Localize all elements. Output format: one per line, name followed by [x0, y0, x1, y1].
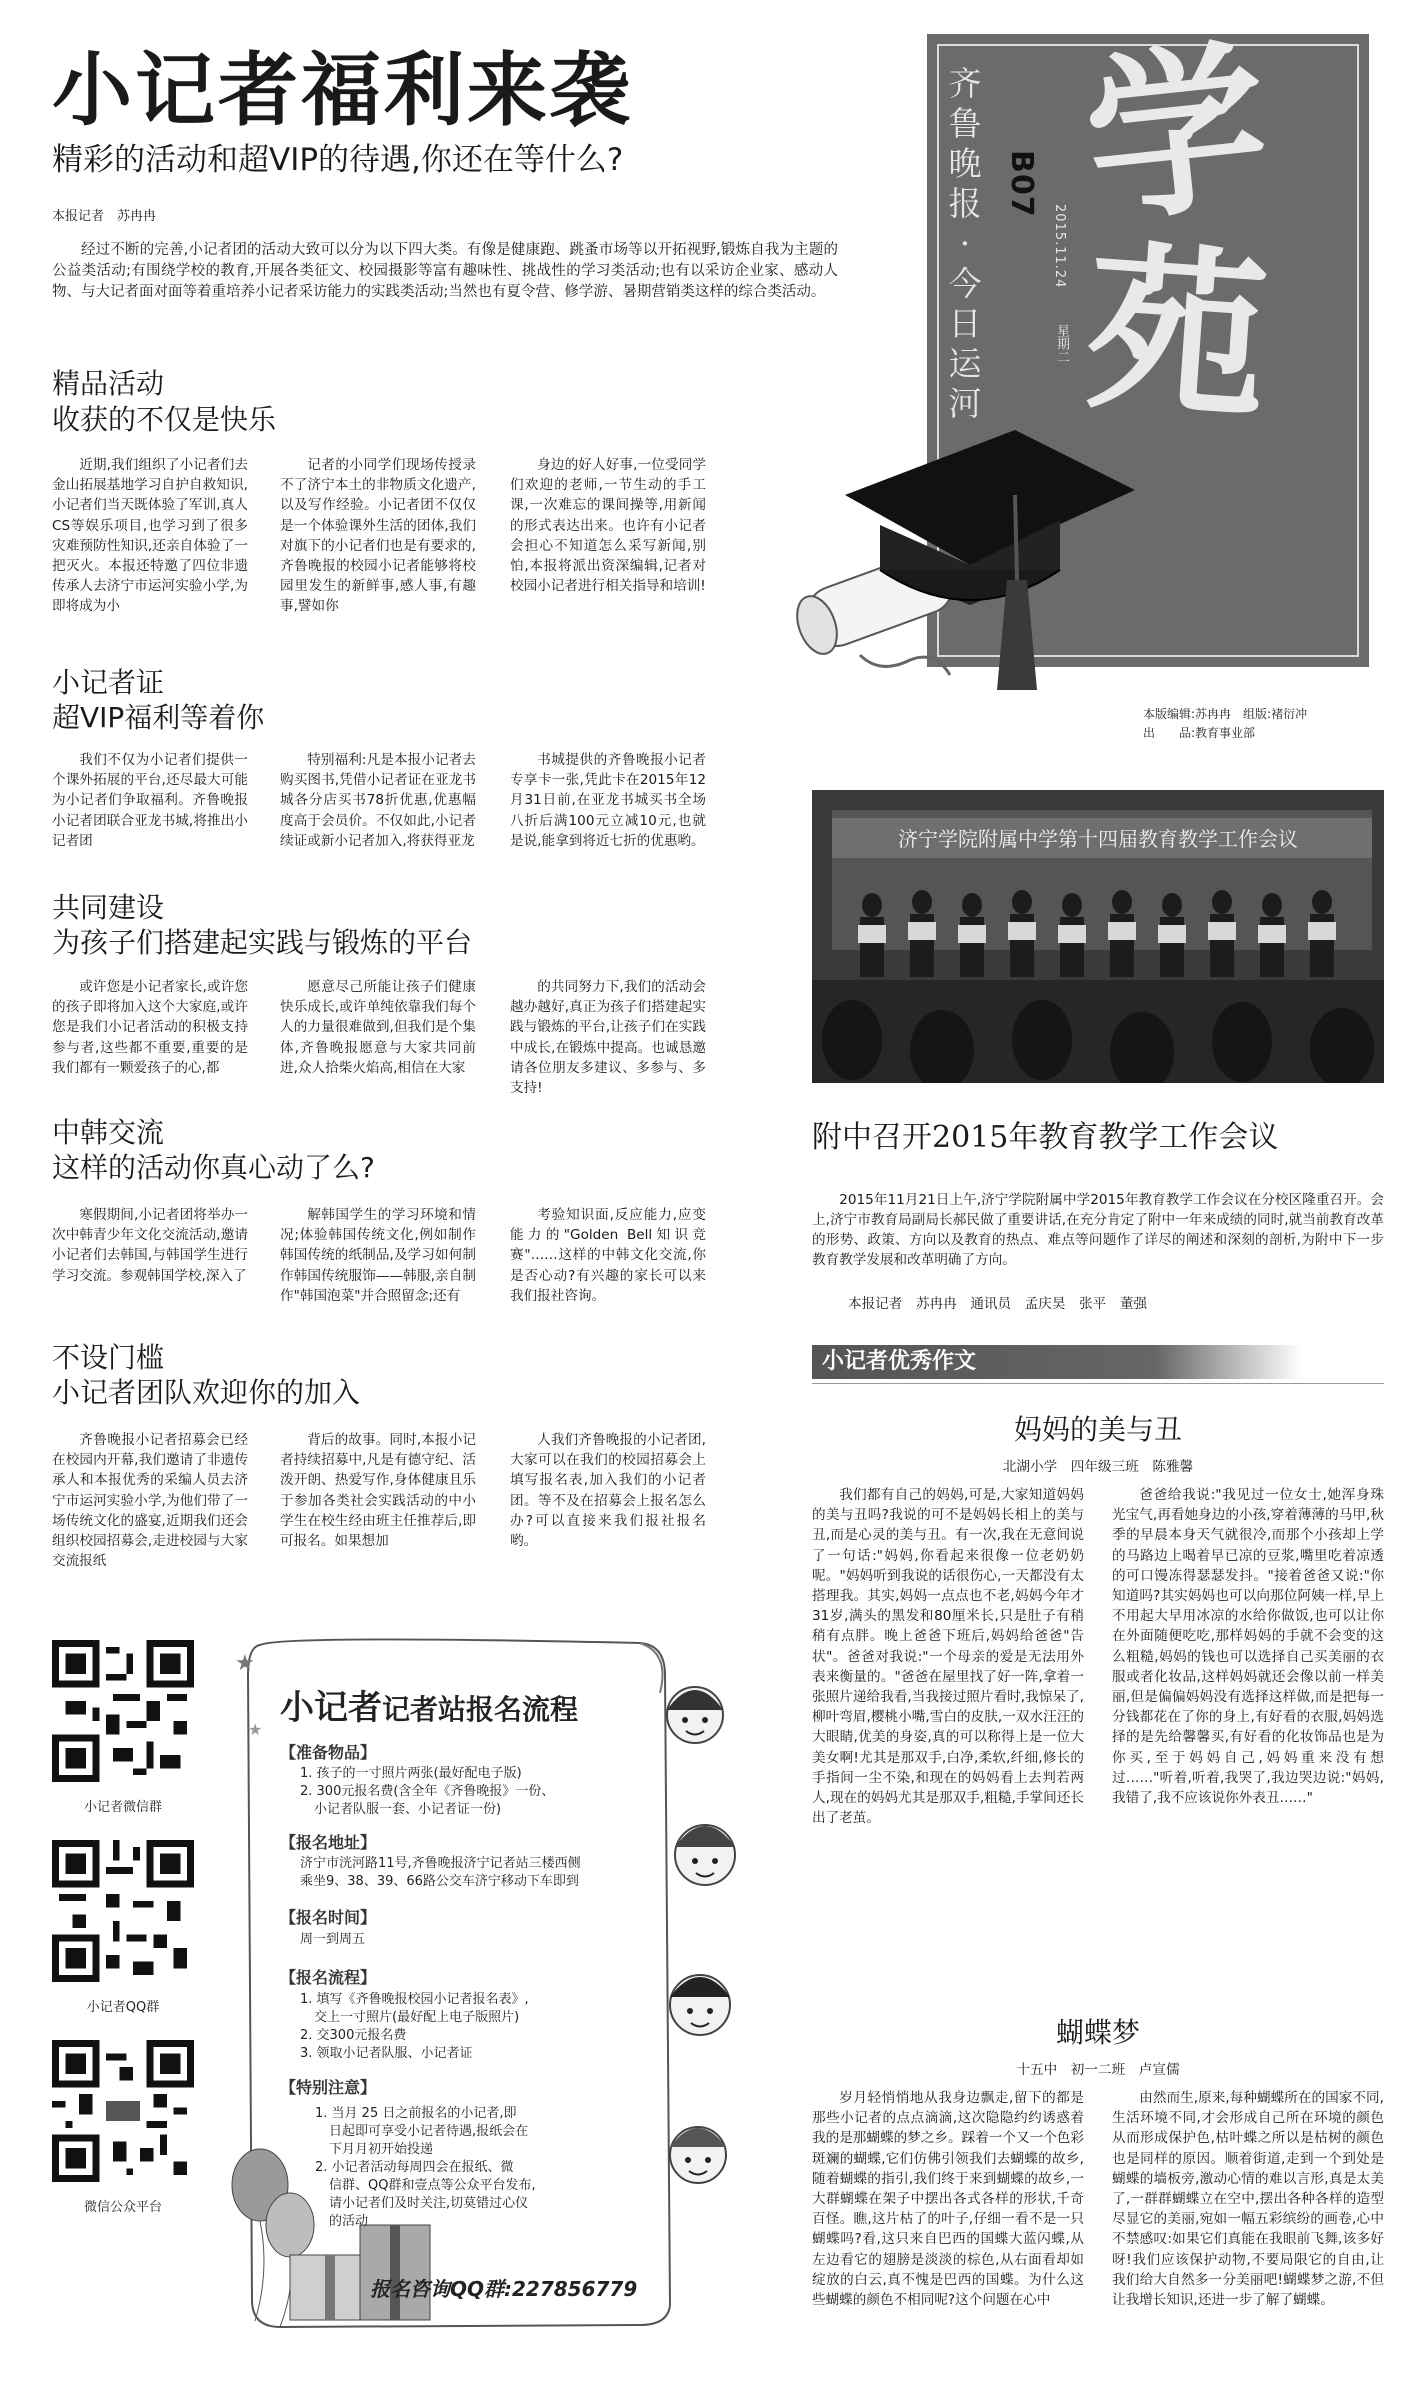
masthead-date: 2015.11.24	[1052, 204, 1067, 289]
section-3-title-line1: 共同建设	[52, 891, 165, 924]
section-1-column-2: 记者的小同学们现场传授录不了济宁本土的非物质文化遗产,以及写作经验。小记者团不仅仅是一个体验课外生活的团体,我们对旗下的小记者们也是有要求的,齐鲁晚报的校园小记者能够将校园里发生的新鲜事,感人事,有趣事,譬如你	[280, 457, 476, 615]
poster-address	[300, 1855, 581, 1891]
qr-label-wechat-official: 微信公众平台	[83, 2200, 162, 2215]
poster-contact: 报名咨询QQ群:227856779	[370, 2277, 638, 2301]
section-3-title-line2: 为孩子们搭建起实践与锻炼的平台	[52, 926, 473, 959]
page-title: 小记者福利来袭	[52, 43, 633, 137]
poster-materials	[300, 1765, 554, 1819]
section-1-column-1: 近期,我们组织了小记者们去金山拓展基地学习自护自救知识,小记者们当天既体验了军训,真人CS等娱乐项目,也学习到了很多灾难预防性知识,还亲自体验了一把灭火。本报还特邀了四位非遗传承人去济宁市运河实验小学,为即将成为小	[52, 457, 248, 615]
page-subtitle: 精彩的活动和超VIP的待遇,你还在等什么?	[52, 142, 624, 178]
conference-photo-illustration	[812, 790, 1384, 1083]
qr-code-wechat-official[interactable]	[52, 2040, 194, 2182]
masthead-paper-name: 齐鲁晚报·今日运河	[948, 64, 982, 423]
section-1-title-line2: 收获的不仅是快乐	[52, 403, 277, 436]
poster-notes-line: 信群、QQ群和壹点等公众平台发布,	[329, 2178, 536, 2193]
section-4-column-1: 寒假期间,小记者团将举办一次中韩青少年文化交流活动,邀请小记者们去韩国,与韩国学生进行学习交流。参观韩国学校,深入了	[52, 1207, 248, 1284]
section-3-column-2: 愿意尽己所能让孩子们健康快乐成长,或许单纯依靠我们每个人的力量很难做到,但我们是个集体,齐鲁晚报愿意与大家共同前进,众人拾柴火焰高,相信在大家	[280, 979, 476, 1076]
news-title: 附中召开2015年教育教学工作会议	[812, 1120, 1279, 1155]
poster-heading-address: 【报名地址】	[280, 1833, 377, 1852]
poster-heading-process: 【报名流程】	[280, 1968, 377, 1987]
poster-notes-line: 请小记者们及时关注,切莫错过心仪	[329, 2196, 529, 2211]
masthead-page-number: B07	[1004, 150, 1039, 218]
news-text: 2015年11月21日上午,济宁学院附属中学2015年教育教学工作会议在分校区隆重召开。会上,济宁市教育局副局长郝民做了重要讲话,在充分肯定了附中一年来成绩的同时,就当前教育改革的形势、政策、方向以及教育的热点、难点等问题作了详尽的阐述和深刻的剖析,为附中下一步教育教学发展和改革明确了方向。	[812, 1192, 1384, 1268]
essays-banner-label: 小记者优秀作文	[822, 1349, 977, 1374]
poster-notes-line: 日起即可享受小记者待遇,报纸会在	[329, 2124, 529, 2139]
masthead-character-yuan: 苑	[1079, 221, 1275, 446]
poster-notes-line: 2. 小记者活动每周四会在报纸、微	[315, 2160, 514, 2175]
poster-notes-line: 1. 当月 25 日之前报名的小记者,即	[315, 2106, 517, 2121]
qr-code-wechat-group[interactable]	[52, 1640, 194, 1782]
masthead-credits	[1143, 705, 1307, 743]
section-5-title-line1: 不设门槛	[52, 1341, 165, 1374]
section-4-title-line2: 这样的活动你真心动了么?	[52, 1151, 375, 1184]
section-2-column-3: 书城提供的齐鲁晚报小记者专享卡一张,凭此卡在2015年12月31日前,在亚龙书城买书全场八折后满100元立减10元,也就是说,能拿到将近七折的优惠哟。	[510, 752, 706, 849]
poster-materials-line: 1. 孩子的一寸照片两张(最好配电子版)	[300, 1766, 522, 1781]
qr-code-icon	[52, 1840, 194, 1982]
svg-text:★: ★	[248, 1720, 263, 1739]
news-byline: 本报记者 苏冉冉 通讯员 孟庆昊 张平 董强	[848, 1296, 1148, 1312]
essay-1-title: 妈妈的美与丑	[1013, 1413, 1182, 1446]
section-4-column-2: 解韩国学生的学习环境和情况;体验韩国传统文化,例如制作韩国传统的纸制品,及学习如何制作韩国传统服饰——韩服,亲自制作"韩国泡菜"并合照留念;还有	[280, 1207, 476, 1304]
qr-label-qq-group: 小记者QQ群	[86, 2000, 160, 2015]
qr-code-icon	[52, 2040, 194, 2182]
signup-poster	[220, 1625, 750, 2338]
poster-time: 周一到周五	[300, 1932, 366, 1947]
poster-notes-line: 的活动	[329, 2214, 369, 2229]
essay-2-author: 十五中 初一二班 卢宣儒	[1016, 2062, 1180, 2078]
headline-intro: 经过不断的完善,小记者团的活动大致可以分为以下四大类。有像是健康跑、跳蚤市场等以开拓视野,锻炼自我为主题的公益类活动;有围绕学校的教育,开展各类征文、校园摄影等富有趣味性、挑战性的学习类活动;也有以采访企业家、感动人物、与大记者面对面等着重培养小记者采访能力的实践类活动;当然也有夏令营、修学游、暑期营销类这样的综合类活动。	[52, 242, 838, 300]
section-1-column-3: 身边的好人好事,一位受同学们欢迎的老师,一节生动的手工课,一次难忘的课间操等,用新闻的形式表达出来。也许有小记者会担心不知道怎么采写新闻,别怕,本报将派出资深编辑,记者对校园小记者进行相关指导和培训!	[510, 457, 706, 595]
poster-notes	[315, 2105, 536, 2231]
poster-process-line: 2. 交300元报名费	[300, 2028, 407, 2043]
poster-process	[300, 1991, 529, 2063]
poster-notes-line: 下月月初开始投递	[329, 2142, 434, 2157]
poster-title	[280, 1680, 578, 1729]
section-2-title-line1: 小记者证	[52, 666, 165, 699]
section-5-column-3: 人我们齐鲁晚报的小记者团,大家可以在我们的校园招募会上填写报名表,加入我们的小记者团。等不及在招募会上报名怎么办?可以直接来我们报社报名哟。	[510, 1432, 706, 1550]
section-5-column-1: 齐鲁晚报小记者招募会已经在校园内开幕,我们邀请了非遗传承人和本报优秀的采编人员去济宁市运河实验小学,为他们带了一场传统文化的盛宴,近期我们还会组织校园招募会,走进校园与大家交流报纸	[52, 1432, 248, 1570]
poster-process-line: 3. 领取小记者队服、小记者证	[300, 2046, 473, 2061]
poster-title-main: 小记者	[280, 1688, 382, 1728]
poster-address-line: 济宁市洸河路11号,齐鲁晚报济宁记者站三楼西侧	[300, 1856, 581, 1871]
section-4-title-line1: 中韩交流	[52, 1116, 165, 1149]
section-4-column-3: 考验知识面,反应能力,应变能力的"Golden Bell知识竞赛"……这样的中韩文化交流,你是否心动?有兴趣的家长可以来我们报社咨询。	[510, 1207, 706, 1304]
essay-2-title: 蝴蝶梦	[1055, 2016, 1140, 2049]
headline-byline: 本报记者 苏冉冉	[52, 209, 157, 224]
poster-heading-notes: 【特别注意】	[280, 2078, 377, 2097]
poster-heading-time: 【报名时间】	[280, 1908, 377, 1927]
essay-1-right-column: 爸爸给我说:"我见过一位女士,她浑身珠光宝气,再看她身边的小孩,穿着薄薄的马甲,秋季的早晨本身天气就很冷,而那个小孩却上学的马路边上喝着早已凉的豆浆,嘴里吃着凉透的可口馒冻得瑟瑟发抖。"接着爸爸又说:"你知道吗?其实妈妈也可以向那位阿姨一样,早上不用起大早用冰凉的水给你做饭,也可以让你在外面随便吃吃,那样妈妈的手就不会变的这么粗糙,妈妈的钱也可以选择自己买美丽的衣服或者化妆品,这样妈妈就还会像以前一样美丽,但是偏偏妈妈没有选择这样做,而是把每一分钱都花在了你的身上,有好看的衣服,妈妈选择的是先给馨馨买,有好看的化妆饰品也是为你买,至于妈妈自己,妈妈重来没有想过……"听着,听着,我哭了,我边哭边说:"妈妈,我错了,我不应该说你外表丑……"	[1112, 1487, 1384, 1807]
graduation-cap-icon	[785, 420, 1145, 710]
poster-address-line: 乘坐9、38、39、66路公交车济宁移动下车即到	[300, 1874, 579, 1889]
poster-materials-line: 小记者队服一套、小记者证一份)	[314, 1802, 502, 1817]
svg-text:★: ★	[235, 1651, 255, 1676]
section-3-column-3: 的共同努力下,我们的活动会越办越好,真正为孩子们搭建起实践与锻炼的平台,让孩子们在实践中成长,在锻炼中提高。也诚恳邀请各位朋友多建议、多参与、多支持!	[510, 979, 706, 1097]
section-3-column-1: 或许您是小记者家长,或许您的孩子即将加入这个大家庭,或许您是我们小记者活动的积极支持参与者,这些都不重要,重要的是我们都有一颗爱孩子的心,都	[52, 979, 248, 1076]
photo-banner: 济宁学院附属中学第十四届教育教学工作会议	[898, 827, 1298, 851]
editor-line: 本版编辑:苏冉冉 组版:褚衍冲	[1143, 707, 1308, 721]
cartoon-kids-icon	[667, 1687, 735, 2183]
qr-label-wechat-group: 小记者微信群	[83, 1800, 162, 1815]
qr-code-icon	[52, 1640, 194, 1782]
poster-heading-materials: 【准备物品】	[280, 1743, 377, 1762]
essay-1-author: 北湖小学 四年级三班 陈雅馨	[1002, 1459, 1194, 1475]
section-2-column-1: 我们不仅为小记者们提供一个课外拓展的平台,还尽最大可能为小记者们争取福利。齐鲁晚报小记者团联合亚龙书城,将推出小记者团	[52, 752, 248, 849]
publisher-line: 出 品:教育事业部	[1143, 726, 1256, 740]
essay-2-right-column: 由然而生,原来,每种蝴蝶所在的国家不同,生活环境不同,才会形成自己所在环境的颜色从而形成保护色,枯叶蝶之所以是枯树的颜色也是同样的原因。顺着街道,走到一个到处是蝴蝶的墙板旁,激动心情的难以言形,真是太美了,一群群蝴蝶立在空中,摆出各种各样的造型尽显它的美丽,宛如一幅五彩缤纷的画卷,心中不禁感叹:如果它们真能在我眼前飞舞,该多好呀!我们应该保护动物,不要局限它的自由,让我们给大自然多一分美丽吧!蝴蝶梦之游,不但让我增长知识,还进一步了解了蝴蝶。	[1112, 2090, 1384, 2309]
essays-banner	[812, 1345, 1302, 1379]
essay-1-left-column: 我们都有自己的妈妈,可是,大家知道妈妈的美与丑吗?我说的可不是妈妈长相上的美与丑,而是心灵的美与丑。有一次,我在无意间说了一句话:"妈妈,你看起来很像一位老奶奶呢。"妈妈听到我说的话很伤心,一天都没有太搭理我。其实,妈妈一点点也不老,妈妈今年才31岁,满头的黑发和80厘米长,只是肚子有稍稍有点胖。晚上爸爸下班后,妈妈给爸爸"告状"。爸爸对我说:"一个母亲的爱是无法用外表来衡量的。"爸爸在屋里找了好一阵,拿着一张照片递给我看,当我接过照片看时,我惊呆了,柳叶弯眉,樱桃小嘴,雪白的皮肤,一双水汪汪的大眼睛,优美的身姿,真的可以称得上是一位大美女啊!尤其是那双手,白净,柔软,纤细,修长的手指间一尘不染,和现在的妈妈看上去判若两人,现在的妈妈尤其是那双手,粗糙,手掌间还长出了老茧。	[812, 1487, 1084, 1827]
section-2-title-line2: 超VIP福利等着你	[52, 701, 265, 734]
poster-process-line: 1. 填写《齐鲁晚报校园小记者报名表》,	[300, 1992, 529, 2007]
masthead-character-xue: 学	[1076, 20, 1278, 249]
masthead-weekday: 星期二	[1054, 324, 1069, 363]
poster-materials-line: 2. 300元报名费(含全年《齐鲁晚报》一份、	[300, 1784, 555, 1799]
poster-title-rest: 记者站报名流程	[382, 1693, 579, 1726]
section-1-title-line1: 精品活动	[52, 367, 165, 400]
section-2-column-2: 特别福利:凡是本报小记者去购买图书,凭借小记者证在亚龙书城各分店买书78折优惠,优惠幅度高于会员价。不仅如此,小记者续证或新小记者加入,将获得亚龙	[280, 752, 476, 849]
poster-process-line: 交上一寸照片(最好配上电子版照片)	[314, 2010, 520, 2025]
essays-divider	[812, 1383, 1384, 1384]
qr-code-qq-group[interactable]	[52, 1840, 194, 1982]
section-5-column-2: 背后的故事。同时,本报小记者持续招募中,凡是有德守纪、活泼开朗、热爱写作,身体健康且乐于参加各类社会实践活动的中小学生在校生经由班主任推荐后,即可报名。如果想加	[280, 1432, 476, 1550]
section-5-title-line2: 小记者团队欢迎你的加入	[52, 1376, 361, 1409]
essay-2-left-column: 岁月轻悄悄地从我身边飘走,留下的都是那些小记者的点点滴滴,这次隐隐约约诱惑着我的是那蝴蝶的梦之乡。踩着一个又一个色彩斑斓的蝴蝶,它们仿佛引领我们去蝴蝶的故乡,随着蝴蝶的指引,我们终于来到蝴蝶的故乡,一大群蝴蝶在架子中摆出各式各样的形状,千奇百怪。瞧,这片枯了的叶子,仔细一看不是一只蝴蝶吗?看,这只来自巴西的国蝶大蓝闪蝶,从左边看它的翅膀是淡淡的棕色,从右面看却如绽放的白云,真不愧是巴西的国蝶。为什么这些蝴蝶的颜色不相同呢?这个问题在心中	[812, 2090, 1084, 2309]
conference-photo	[812, 790, 1384, 1083]
